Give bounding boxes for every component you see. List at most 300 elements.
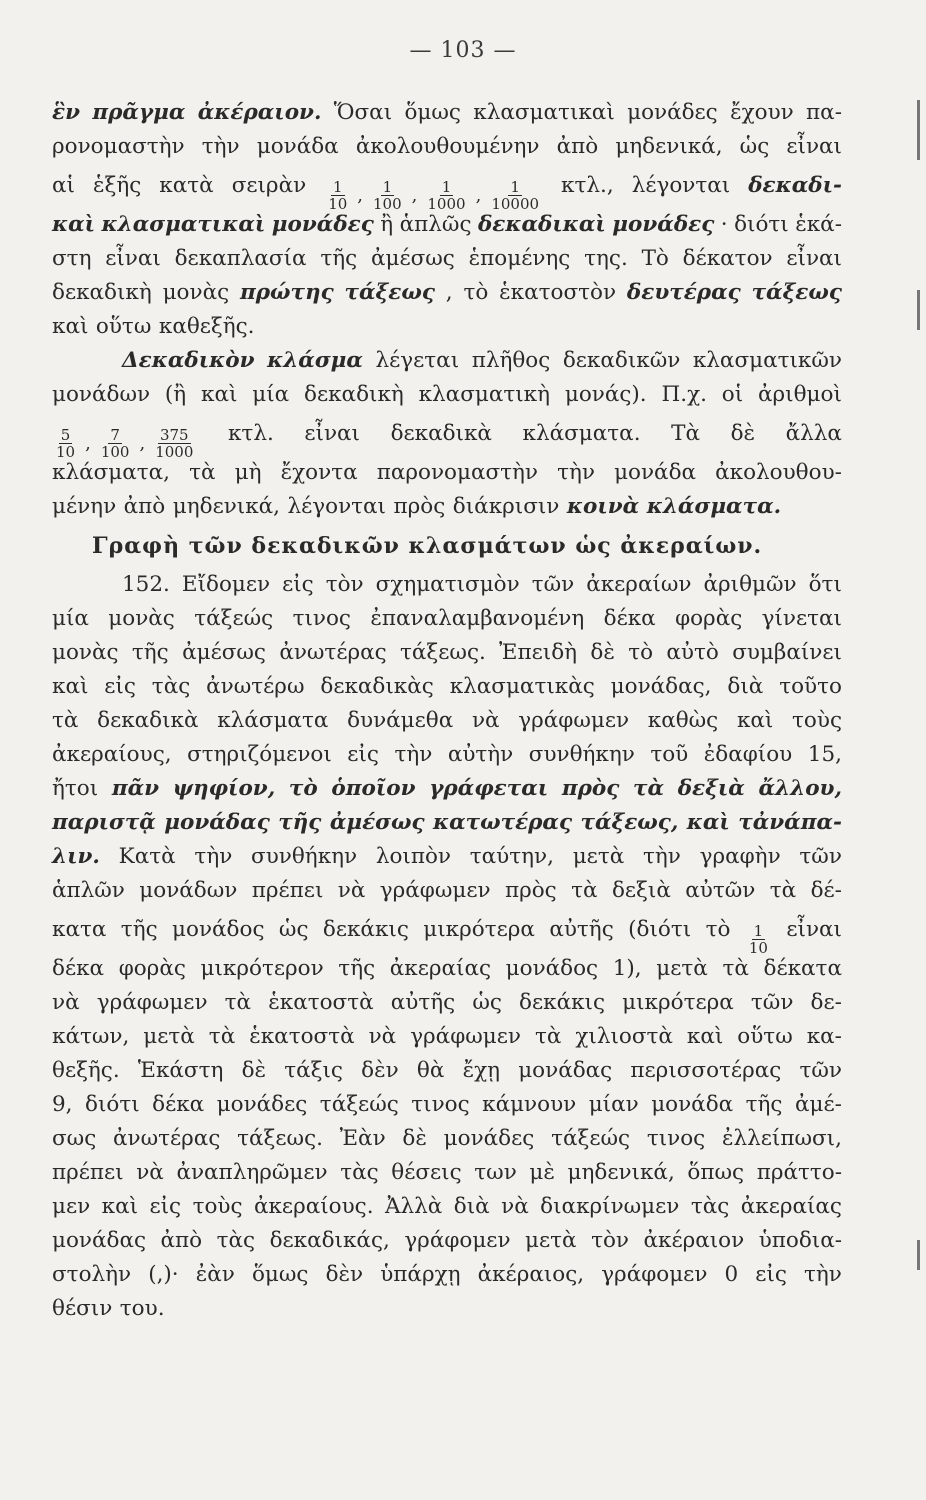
text-line — [52, 96, 842, 130]
text-line — [52, 568, 842, 602]
word: διὰ — [727, 674, 764, 699]
text-line — [52, 602, 842, 636]
word: εἰς — [755, 1262, 787, 1287]
word: πλῆθος — [471, 348, 551, 373]
comma: , — [357, 184, 364, 206]
emphasized-word: ἄλλου, — [758, 776, 842, 801]
word: της. — [584, 246, 628, 271]
word: φορὰς — [118, 956, 186, 981]
word: δεξιὰ — [611, 878, 671, 903]
word: (διότι — [628, 917, 692, 942]
word: σχηματισμὸν — [375, 572, 520, 597]
word: δεκαπλασία — [174, 246, 307, 271]
word: τάξεως. — [400, 640, 486, 665]
word: καὶ — [201, 382, 238, 407]
word: τάξεώς — [319, 1092, 399, 1117]
fraction-numerator: 1 — [510, 178, 520, 196]
word: τὴν — [201, 134, 240, 159]
word: εἶναι — [304, 421, 360, 446]
word: νὰ — [501, 1194, 529, 1219]
emphasized-word: δεκαδι- — [748, 173, 842, 198]
word: μονάδες — [443, 1126, 535, 1151]
text-line — [52, 242, 842, 276]
word: δε- — [810, 990, 842, 1015]
word: λέγονται — [631, 173, 731, 198]
word: μονάδος — [172, 917, 265, 942]
word: κάμνουν — [482, 1092, 577, 1117]
word: τῆς — [120, 917, 158, 942]
word: τὴν — [557, 460, 595, 485]
word: καὶ — [101, 1194, 139, 1219]
word: ἢ — [380, 212, 394, 237]
emphasized-word: Δεκαδικὸν — [122, 348, 255, 373]
word: κλασματικαὶ — [473, 100, 615, 125]
emphasized-word: τἀνάπα- — [738, 810, 842, 835]
text-line — [52, 1190, 842, 1224]
word: ὑποδια- — [758, 1228, 842, 1253]
word: μονάδες — [627, 100, 718, 125]
word: διότι — [734, 212, 789, 237]
word: καὶ — [736, 708, 774, 733]
word: τῆς — [338, 956, 376, 981]
word: δεκαδικὰ — [390, 421, 492, 446]
word: τὸ — [705, 917, 731, 942]
word: εἰς — [347, 742, 379, 767]
word: ἄλλα — [785, 421, 842, 446]
word: Τὸ — [641, 246, 669, 271]
emphasized-word: γράφεται — [429, 776, 549, 801]
emphasized-word: ἓν — [52, 100, 80, 125]
word: μονὰς — [162, 280, 230, 305]
word: κάτων, — [52, 1024, 130, 1049]
comma: , — [139, 432, 146, 454]
word: κατα — [52, 917, 107, 942]
word: ἐλλείπωσι, — [721, 1126, 842, 1151]
emphasized-word: καὶ — [686, 810, 730, 835]
word: τῶν — [531, 572, 575, 597]
word: ἤτοι — [52, 776, 99, 801]
word: ἑκατοστὸν — [499, 280, 617, 305]
word: μονὰς — [108, 606, 175, 631]
emphasized-word: κλασματικαὶ — [101, 212, 266, 237]
word: ἀνωτέρω — [206, 674, 305, 699]
word: δυνάμεθα — [347, 708, 454, 733]
word: τάξεως. — [237, 1126, 323, 1151]
word: μία — [52, 606, 89, 631]
emphasized-word: τῆς — [278, 810, 322, 835]
emphasized-word: δευτέρας — [626, 280, 741, 305]
word: τὰς — [216, 1228, 256, 1253]
word: ὅμως — [404, 100, 461, 125]
word: ἁπλῶν — [52, 878, 125, 903]
word: σως — [52, 1126, 97, 1151]
word: δὲ — [730, 421, 756, 446]
word: ἔχῃ — [462, 1058, 501, 1083]
word: νὰ — [337, 878, 366, 903]
word: κα- — [806, 1024, 842, 1049]
word: εἰς — [282, 572, 314, 597]
word: τὰ — [52, 708, 79, 733]
text-line — [52, 1224, 842, 1258]
word: ἑκά- — [795, 212, 842, 237]
word: κτλ. — [227, 421, 274, 446]
word: μίαν — [588, 1092, 639, 1117]
word: τινος — [411, 1092, 470, 1117]
text-line — [52, 378, 842, 412]
text-line — [52, 952, 842, 986]
word: τὰ — [769, 878, 797, 903]
text-line — [52, 772, 842, 806]
emphasized-word: ψηφίον, — [172, 776, 276, 801]
fraction-numerator: 5 — [60, 426, 71, 444]
word: μονάδας, — [610, 674, 712, 699]
word: μονάδα — [256, 134, 339, 159]
word: καὶ — [52, 674, 89, 699]
text-line — [52, 344, 842, 378]
word: Ἐὰν — [339, 1126, 386, 1151]
word: μονάς). — [564, 382, 647, 407]
word: κλασματικὴ — [418, 382, 551, 407]
word: ἔχοντα — [280, 460, 358, 485]
emphasized-word: πρώτης — [239, 280, 334, 305]
text-line — [52, 1156, 842, 1190]
text-line — [52, 1258, 842, 1292]
word: 1), — [612, 956, 642, 981]
text-line — [52, 490, 842, 524]
body-text — [52, 96, 842, 1326]
word: δέκα — [52, 956, 105, 981]
word: μηδενικά, — [172, 494, 280, 519]
paragraph-152 — [52, 568, 842, 1326]
word: συμβαίνει — [732, 640, 842, 665]
word: δὲ — [590, 640, 615, 665]
word: μονάδας — [518, 1058, 613, 1083]
word: μονάδος — [505, 956, 599, 981]
text-line — [52, 908, 842, 957]
word: τοὺς — [192, 1194, 243, 1219]
word: πράττο- — [756, 1160, 842, 1185]
word: ταύτην, — [469, 844, 554, 869]
word: μεν — [52, 1194, 91, 1219]
word: τάξις — [284, 1058, 343, 1083]
word: δέκατον — [682, 246, 773, 271]
word: ὅπως — [687, 1160, 745, 1185]
comma: , — [85, 432, 91, 454]
word: κατὰ — [159, 173, 214, 198]
word: τὴν — [643, 844, 681, 869]
word: διὰ — [453, 1194, 490, 1219]
word: μικρότερον — [200, 956, 324, 981]
word: ἀκεραίας — [740, 1194, 842, 1219]
word: νὰ — [136, 1160, 164, 1185]
word: διακρίνωμεν — [540, 1194, 680, 1219]
word: τοῦ — [650, 742, 689, 767]
section-heading: Γραφὴ τῶν δεκαδικῶν κλασμάτων ὡς ἀκεραίων. — [92, 533, 763, 559]
word: ἀκεραίας — [389, 956, 492, 981]
word: δεκάκις — [519, 990, 605, 1015]
word: γράφομεν — [404, 1228, 511, 1253]
word: ἑκατοστὰ — [249, 1024, 355, 1049]
word: ὡς — [739, 134, 770, 159]
word: ἐδαφίου — [703, 742, 793, 767]
text-line — [52, 840, 842, 874]
word: πρέπει — [251, 878, 324, 903]
paragraph-decimal-units — [52, 96, 842, 524]
word: ἀριθμῶν — [703, 572, 797, 597]
word: ἀριθμοὶ — [758, 382, 842, 407]
text-line — [52, 310, 842, 344]
word: ἑπομένης — [468, 246, 571, 271]
word: διότι — [85, 1092, 140, 1117]
word: ἀκολουθουμένην — [355, 134, 540, 159]
word: ἁπλῶς — [399, 212, 472, 237]
word: τῆς — [320, 246, 358, 271]
word: γράφωμεν — [96, 990, 208, 1015]
word: κλάσματα, — [52, 460, 170, 485]
emphasized-word: μονάδες — [612, 212, 715, 237]
word: ὡς — [472, 990, 502, 1015]
word: πρέπει — [52, 1160, 124, 1185]
emphasized-word: μονάδας — [164, 810, 270, 835]
word: αὐτῆς — [390, 990, 456, 1015]
word: αὐτὴν — [447, 742, 514, 767]
word: εἰς — [104, 674, 136, 699]
word: ἀπὸ — [123, 494, 166, 519]
word: ἀναπληρῶμεν — [176, 1160, 328, 1185]
word: θέσιν — [52, 1296, 113, 1321]
word: τῶν — [750, 990, 794, 1015]
word: τὸ — [463, 280, 489, 305]
word: κλασματικὰς — [449, 674, 595, 699]
word: στολὴν — [52, 1262, 132, 1287]
word: δεκαδικὴ — [52, 280, 152, 305]
fraction-numerator: 375 — [159, 426, 189, 444]
word: μία — [252, 382, 290, 407]
text-line — [52, 636, 842, 670]
word: ἀμέσως — [370, 246, 455, 271]
fraction-numerator: 1 — [753, 922, 764, 940]
text-line — [52, 208, 842, 242]
word: διάκρισιν — [452, 494, 560, 519]
word: μονάδων — [52, 382, 151, 407]
emphasized-word: κοινὰ — [566, 494, 640, 519]
word: κλάσματα — [217, 708, 329, 733]
word: τὰ — [571, 878, 598, 903]
fraction-denominator: 1000 — [427, 195, 466, 213]
word: μετὰ — [572, 844, 625, 869]
word: τὰ — [722, 956, 749, 981]
word: τὰ — [208, 1024, 236, 1049]
word: δεκαδικῶν — [562, 348, 681, 373]
word: ἀπὸ — [556, 134, 599, 159]
word: ἀνωτέρας — [113, 1126, 221, 1151]
word: τὰς — [690, 1194, 730, 1219]
word: τινος — [646, 1126, 706, 1151]
word: τὰ — [224, 990, 252, 1015]
emphasized-word: ἀμέσως — [329, 810, 425, 835]
word: ρονομαστὴν — [52, 134, 185, 159]
page-number: — 103 — — [409, 38, 517, 63]
word: Εἴδομεν — [181, 572, 271, 597]
word: νὰ — [368, 1024, 397, 1049]
fraction-numerator: 1 — [332, 178, 343, 196]
word: τῆς — [131, 640, 169, 665]
text-line — [52, 1122, 842, 1156]
scan-edge-mark — [917, 100, 920, 160]
word: , — [445, 280, 453, 305]
emphasized-word: καὶ — [52, 212, 96, 237]
word: μετὰ — [143, 1024, 195, 1049]
word: εἶναι — [786, 917, 842, 942]
fraction-numerator: 1 — [382, 178, 393, 196]
word: κλασματικῶν — [692, 348, 842, 373]
text-line — [52, 412, 842, 461]
text-line — [52, 276, 842, 310]
word: 9, — [52, 1092, 73, 1117]
word: ὑπάρχῃ — [380, 1262, 461, 1287]
emphasized-word: δεξιὰ — [677, 776, 745, 801]
word: εἶναι — [105, 246, 161, 271]
word: οὕτω — [95, 314, 152, 339]
word: καθεξῆς. — [158, 314, 255, 339]
word: γράφομεν — [601, 1262, 708, 1287]
word: αὐτὸ — [666, 640, 719, 665]
emphasized-word: παριστᾷ — [52, 810, 156, 835]
word: μονάδων — [139, 878, 238, 903]
word: δεκαδικὴ — [304, 382, 404, 407]
word: ὅτι — [808, 572, 842, 597]
word: τὰς — [340, 1160, 379, 1185]
fraction-denominator: 10000 — [491, 195, 540, 213]
word: πρὸς — [393, 494, 446, 519]
word: γράφωμεν — [410, 1024, 521, 1049]
word: τὴν — [194, 844, 233, 869]
word: μηδενικά, — [567, 1160, 675, 1185]
word: τὰ — [534, 1024, 562, 1049]
word: 15, — [807, 742, 842, 767]
word: στη — [52, 246, 92, 271]
word: 0 — [724, 1262, 739, 1287]
word: γράφωμεν — [518, 708, 630, 733]
word: ἀκεραίους, — [52, 742, 172, 767]
word: Ἑκάστη — [137, 1058, 224, 1083]
word: οὕτω — [737, 1024, 793, 1049]
word: γράφωμεν — [379, 878, 491, 903]
word: αἱ — [52, 173, 75, 198]
text-line — [52, 1088, 842, 1122]
emphasized-word: ὁποῖον — [331, 776, 416, 801]
word: γίνεται — [761, 606, 842, 631]
word: των — [474, 1160, 517, 1185]
word: τοὺς — [792, 708, 842, 733]
word: ἑκατοστὰ — [268, 990, 374, 1015]
text-line — [52, 806, 842, 840]
fraction-denominator: 10 — [56, 443, 76, 461]
word: αὐτῶν — [685, 878, 756, 903]
word: μετὰ — [525, 1228, 577, 1253]
word: καὶ — [686, 1024, 724, 1049]
word: δὲν — [325, 1262, 364, 1287]
word: μικρότερα — [622, 990, 734, 1015]
word: ἀμέσως — [182, 640, 266, 665]
word: λέγονται — [287, 494, 386, 519]
word: μονὰς — [52, 640, 119, 665]
word: τὰ — [189, 460, 216, 485]
word: μὲ — [529, 1160, 555, 1185]
text-line — [52, 874, 842, 908]
word: Ὅσαι — [333, 100, 393, 125]
word: αὐτῆς — [549, 917, 614, 942]
word: μηδενικά, — [615, 134, 723, 159]
scan-edge-mark — [917, 290, 920, 330]
fraction-denominator: 10 — [748, 939, 768, 957]
word: συνθήκην — [251, 844, 358, 869]
word: 152. — [122, 572, 170, 597]
word: (,)· — [148, 1262, 179, 1287]
word: μονάδα — [614, 460, 697, 485]
text-line — [52, 1292, 842, 1326]
word: ὡς — [278, 917, 309, 942]
emphasized-word: πᾶν — [111, 776, 160, 801]
word: ὅμως — [251, 1262, 309, 1287]
word: θεξῆς. — [52, 1058, 120, 1083]
word: κτλ., — [561, 173, 614, 198]
fraction-numerator: 7 — [110, 426, 120, 444]
word: φορὰς — [675, 606, 743, 631]
word: ἀμέ- — [794, 1092, 842, 1117]
fraction-numerator: 1 — [441, 178, 452, 196]
word: δέκα — [603, 606, 656, 631]
emphasized-word: τάξεως — [751, 280, 842, 305]
word: ἔχουν — [730, 100, 794, 125]
text-line — [52, 1020, 842, 1054]
word: τὸν — [591, 1228, 629, 1253]
word: δεκαδικάς, — [269, 1228, 390, 1253]
word: δέκατα — [763, 956, 842, 981]
emphasized-word: δεκαδικαὶ — [477, 212, 606, 237]
word: Τὰ — [671, 421, 700, 446]
word: κλάσματα. — [522, 421, 641, 446]
word: στηριζόμενοι — [187, 742, 332, 767]
word: μὴ — [234, 460, 262, 485]
word: εἶναι — [786, 246, 842, 271]
word: καὶ — [52, 314, 89, 339]
word: λέγεται — [375, 348, 460, 373]
word: ἀπὸ — [160, 1228, 203, 1253]
fraction-denominator: 100 — [100, 443, 130, 461]
emphasized-word: πρὸς — [561, 776, 620, 801]
word: καθὼς — [647, 708, 719, 733]
emphasized-word: μονάδες — [271, 212, 374, 237]
text-line — [52, 130, 842, 164]
word: πα- — [806, 100, 842, 125]
word: τῶν — [799, 844, 842, 869]
word: εἶναι — [786, 134, 842, 159]
emphasized-word: τὸ — [288, 776, 318, 801]
fraction-denominator: 10 — [328, 195, 348, 213]
word: μονάδα — [651, 1092, 734, 1117]
word: γραφὴν — [699, 844, 781, 869]
word: ἀκολουθου- — [715, 460, 842, 485]
word: πρὸς — [504, 878, 557, 903]
word: εἰς — [149, 1194, 182, 1219]
word: τὰς — [151, 674, 191, 699]
emphasized-word: κλάσμα — [267, 348, 363, 373]
word: τὴν — [804, 1262, 842, 1287]
emphasized-word: κλάσματα. — [646, 494, 782, 519]
word: νὰ — [52, 990, 80, 1015]
word: δέκα — [152, 1092, 205, 1117]
